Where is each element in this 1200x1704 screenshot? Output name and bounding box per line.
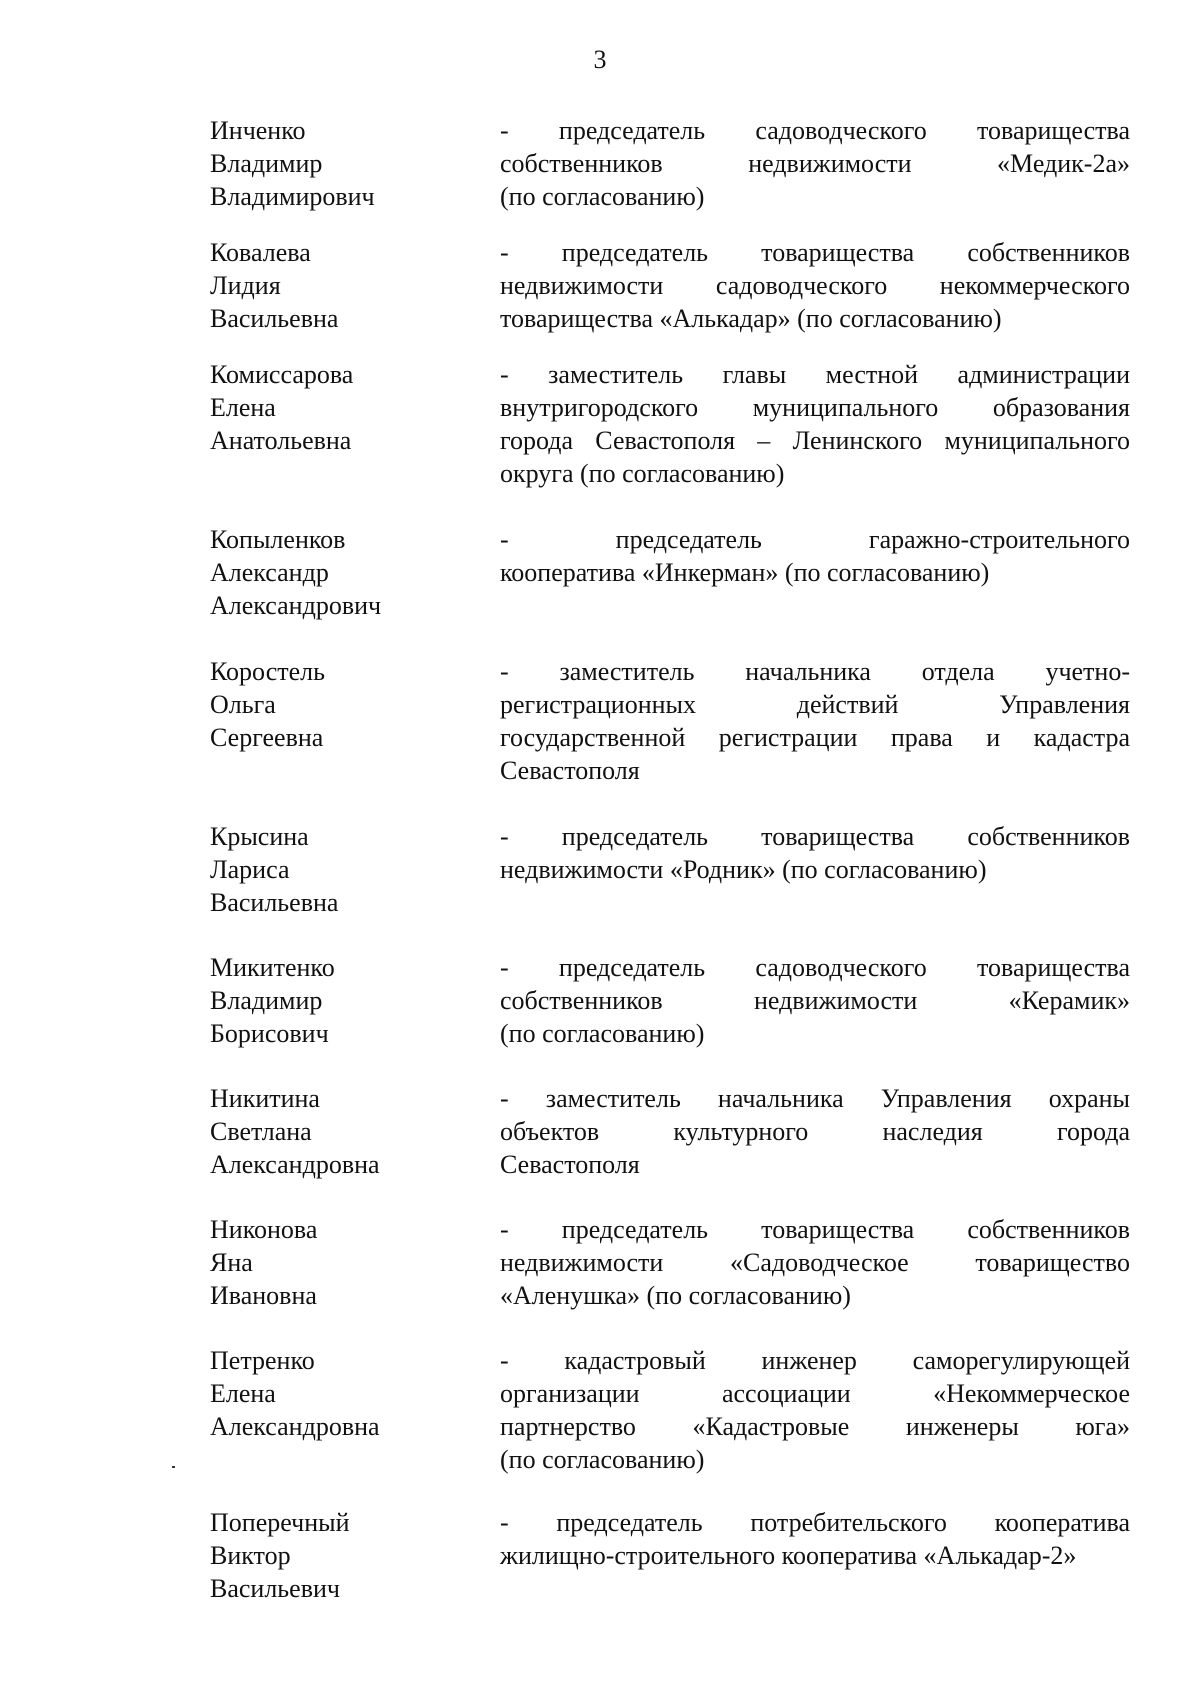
first-name: Светлана [210, 1117, 312, 1146]
role-line: собственников недвижимости «Керамик» [500, 986, 1130, 1015]
surname: Комиссарова [210, 360, 354, 389]
role-line: Севастополя [500, 1150, 640, 1179]
patronymic: Васильевна [210, 304, 339, 333]
role-line: жилищно-строительного кооператива «Алькадар-2» [500, 1541, 1077, 1570]
role-line: Севастополя [500, 756, 640, 785]
member-role [500, 1344, 1130, 1476]
role-line: - председатель товарищества собственников [500, 822, 1130, 851]
first-name: Лариса [210, 855, 290, 884]
first-name: Виктор [210, 1541, 291, 1570]
member-role [500, 1082, 1130, 1181]
member-name [210, 1213, 460, 1312]
role-line: - заместитель начальника отдела учетно- [500, 657, 1130, 686]
role-line: - председатель потребительского кооператива [500, 1508, 1130, 1537]
surname: Инченко [210, 116, 306, 145]
patronymic: Александровна [210, 1150, 380, 1179]
member-name [210, 1082, 460, 1181]
member-role [500, 358, 1130, 490]
surname: Копыленков [210, 525, 346, 554]
role-line: (по согласованию) [500, 182, 705, 211]
member-role [500, 114, 1130, 213]
list-item [0, 951, 1200, 1082]
member-role [500, 236, 1130, 335]
first-name: Елена [210, 1379, 276, 1408]
list-item [0, 358, 1200, 523]
member-role [500, 655, 1130, 787]
first-name: Владимир [210, 149, 323, 178]
role-line: - кадастровый инженер саморегулирующей [500, 1346, 1130, 1375]
patronymic: Александрович [210, 591, 382, 620]
member-role [500, 820, 1130, 886]
role-line: - председатель садоводческого товарищества [500, 953, 1130, 982]
list-item [0, 1213, 1200, 1344]
role-line: внутригородского муниципального образования [500, 393, 1130, 422]
surname: Коростель [210, 657, 325, 686]
list-item [0, 1082, 1200, 1213]
role-line: - председатель товарищества собственников [500, 238, 1130, 267]
surname: Поперечный [210, 1508, 350, 1537]
member-name [210, 236, 460, 335]
role-line: - председатель садоводческого товарищества [500, 116, 1130, 145]
member-role [500, 951, 1130, 1050]
surname: Петренко [210, 1346, 315, 1375]
first-name: Александр [210, 558, 329, 587]
list-item [0, 1344, 1200, 1506]
surname: Микитенко [210, 953, 335, 982]
list-item [0, 523, 1200, 655]
first-name: Ольга [210, 690, 276, 719]
member-role [500, 523, 1130, 589]
list-item [0, 820, 1200, 951]
first-name: Яна [210, 1248, 253, 1277]
role-line: (по согласованию) [500, 1019, 705, 1048]
patronymic: Владимирович [210, 182, 375, 211]
role-line: - председатель гаражно-строительного [500, 525, 1130, 554]
role-line: недвижимости садоводческого некоммерческого [500, 271, 1130, 300]
role-line: партнерство «Кадастровые инженеры юга» [500, 1412, 1130, 1441]
role-line: недвижимости «Садоводческое товарищество [500, 1248, 1130, 1277]
patronymic: Борисович [210, 1019, 329, 1048]
role-line: собственников недвижимости «Медик-2а» [500, 149, 1130, 178]
list-item [0, 1506, 1200, 1616]
member-name [210, 655, 460, 754]
surname: Ковалева [210, 238, 311, 267]
role-line: регистрационных действий Управления [500, 690, 1130, 719]
surname: Никонова [210, 1215, 318, 1244]
list-item [0, 114, 1200, 236]
role-line: «Аленушка» (по согласованию) [500, 1281, 851, 1310]
patronymic: Александровна [210, 1412, 380, 1441]
role-line: товарищества «Алькадар» (по согласованию) [500, 304, 1002, 333]
first-name: Лидия [210, 271, 281, 300]
patronymic: Анатольевна [210, 426, 352, 455]
role-line: (по согласованию) [500, 1445, 705, 1474]
surname: Крысина [210, 822, 309, 851]
role-line: - председатель товарищества собственников [500, 1215, 1130, 1244]
member-name [210, 114, 460, 213]
member-role [500, 1213, 1130, 1312]
patronymic: Васильевич [210, 1574, 340, 1603]
member-name [210, 951, 460, 1050]
member-list [0, 114, 1200, 1616]
role-line: кооператива «Инкерман» (по согласованию) [500, 558, 990, 587]
role-line: организации ассоциации «Некоммерческое [500, 1379, 1130, 1408]
member-name [210, 820, 460, 919]
list-item [0, 655, 1200, 820]
member-name [210, 523, 460, 622]
role-line: - заместитель главы местной администрации [500, 360, 1130, 389]
page-number: 3 [593, 45, 607, 74]
role-line: государственной регистрации права и кадастра [500, 723, 1130, 752]
role-line: - заместитель начальника Управления охраны [500, 1084, 1130, 1113]
scan-mark [172, 1466, 175, 1468]
patronymic: Ивановна [210, 1281, 317, 1310]
patronymic: Сергеевна [210, 723, 324, 752]
member-role [500, 1506, 1130, 1572]
role-line: города Севастополя – Ленинского муниципального [500, 426, 1130, 455]
patronymic: Васильевна [210, 888, 339, 917]
surname: Никитина [210, 1084, 320, 1113]
list-item [0, 236, 1200, 358]
role-line: объектов культурного наследия города [500, 1117, 1130, 1146]
first-name: Елена [210, 393, 276, 422]
role-line: округа (по согласованию) [500, 459, 785, 488]
first-name: Владимир [210, 986, 323, 1015]
member-name [210, 1506, 460, 1605]
member-name [210, 1344, 460, 1443]
role-line: недвижимости «Родник» (по согласованию) [500, 855, 987, 884]
member-name [210, 358, 460, 457]
